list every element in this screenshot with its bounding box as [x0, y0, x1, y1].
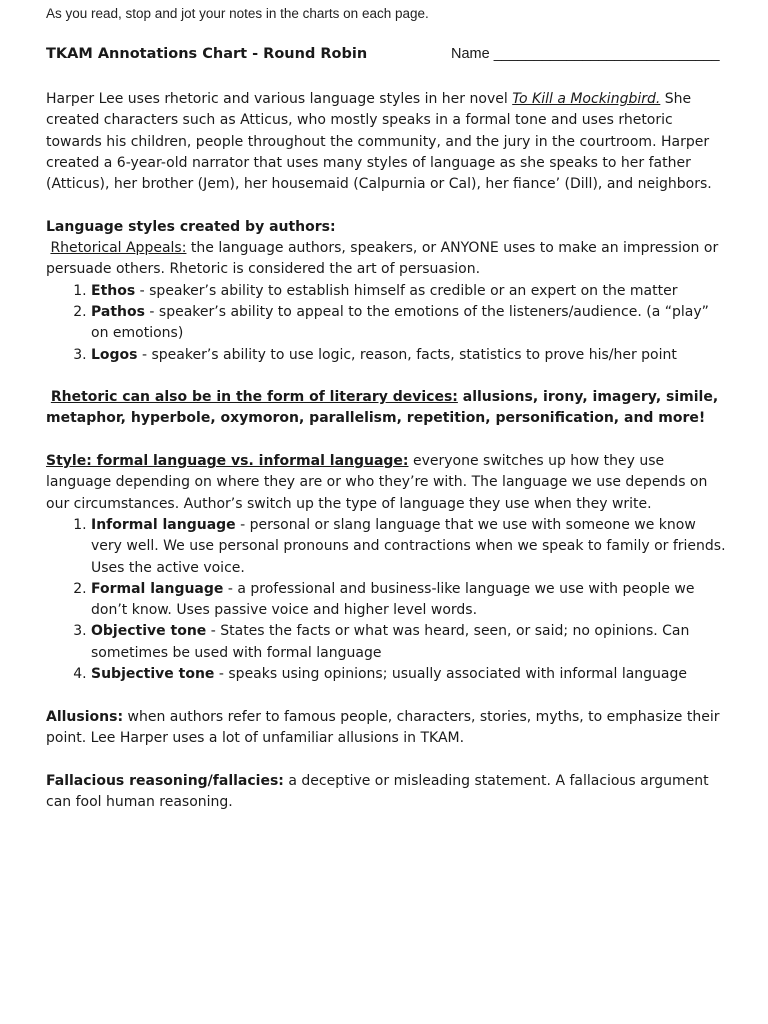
title-row: [46, 46, 726, 62]
allusions-definition: when authors refer to famous people, characters, stories, myths, to emphasize their point. Lee Harper uses a lot of unfamiliar allusions in TKAM.: [46, 708, 720, 746]
formal-text: - a professional and business-like language we use with people we don’t know. Uses passive voice and higher level words.: [91, 580, 695, 619]
list-item-ethos: [91, 281, 726, 302]
rhetorical-appeals-list: [46, 281, 726, 366]
literary-devices-list: allusions, irony, imagery, simile, metaphor, hyperbole, oxymoron, parallelism, repetition, personification, and more!: [46, 389, 719, 427]
intro-text-start: Harper Lee uses rhetoric and various language styles in her novel: [46, 91, 513, 107]
style-list: [46, 515, 726, 685]
intro-paragraph: [46, 89, 726, 195]
list-item-objective: [91, 621, 726, 664]
list-item-formal: [91, 579, 726, 622]
intro-text-end: She created characters such as Atticus, who mostly speaks in a formal tone and uses rhetoric towards his children, people throughout the community, and the jury in the courtroom. Harper created a 6-year-old narrator that uses many styles of language as she speaks to her father (Atticus), her brother (Jem), her housemaid (Calpurnia or Cal), her fiance’ (Dill), and neighbors.: [46, 91, 712, 193]
rhetorical-appeals-term: Rhetorical Appeals:: [50, 240, 187, 257]
list-item-pathos: [91, 302, 726, 345]
list-item-logos: [91, 345, 726, 366]
literary-devices-paragraph: [46, 387, 726, 430]
reading-instruction: As you read, stop and jot your notes in the charts on each page.: [46, 6, 429, 21]
ethos-term: Ethos: [91, 282, 136, 299]
name-field-label: Name ____________________________: [451, 46, 720, 62]
style-term: Style: formal language vs. informal language:: [46, 453, 409, 470]
literary-devices-lead: Rhetoric can also be in the form of literary devices:: [50, 389, 458, 406]
fallacies-definition: a deceptive or misleading statement. A fallacious argument can fool human reasoning.: [46, 772, 709, 810]
objective-term: Objective tone: [91, 623, 207, 640]
fallacies-paragraph: [46, 771, 726, 814]
objective-text: - States the facts or what was heard, seen, or said; no opinions. Can sometimes be used with formal language: [91, 623, 690, 661]
pathos-term: Pathos: [91, 303, 145, 320]
subjective-text: - speaks using opinions; usually associated with informal language: [214, 666, 688, 683]
list-item-informal: [91, 515, 726, 579]
logos-term: Logos: [91, 346, 138, 363]
novel-title: To Kill a Mockingbird.: [512, 91, 661, 107]
informal-term: Informal language: [91, 516, 236, 533]
style-definition: everyone switches up how they use language depending on where they are or who they’re with. The language we use depends on our circumstances. Author’s switch up the type of language they use when they write.: [46, 453, 708, 512]
pathos-text: - speaker’s ability to appeal to the emotions of the listeners/audience. (a “play” on emotions): [91, 303, 709, 342]
list-item-subjective: [91, 664, 726, 685]
style-paragraph: [46, 451, 726, 515]
informal-text: - personal or slang language that we use with someone we know very well. We use personal pronouns and contractions when we speak to family or friends. Uses the active voice.: [91, 516, 726, 576]
formal-term: Formal language: [91, 580, 224, 597]
styles-heading: Language styles created by authors:: [46, 218, 336, 235]
allusions-paragraph: [46, 707, 726, 750]
ethos-text: - speaker’s ability to establish himself as credible or an expert on the matter: [135, 282, 678, 299]
rhetorical-appeals-definition: [46, 238, 726, 281]
rhetorical-appeals-text: the language authors, speakers, or ANYONE uses to make an impression or persuade others. Rhetoric is considered the art of persuasion.: [46, 240, 719, 278]
subjective-term: Subjective tone: [91, 666, 215, 683]
document-body: [46, 89, 726, 813]
allusions-term: Allusions:: [46, 708, 124, 725]
page-title: TKAM Annotations Chart - Round Robin: [46, 46, 368, 62]
fallacies-term: Fallacious reasoning/fallacies:: [46, 772, 284, 789]
logos-text: - speaker’s ability to use logic, reason, facts, statistics to prove his/her point: [137, 346, 677, 363]
